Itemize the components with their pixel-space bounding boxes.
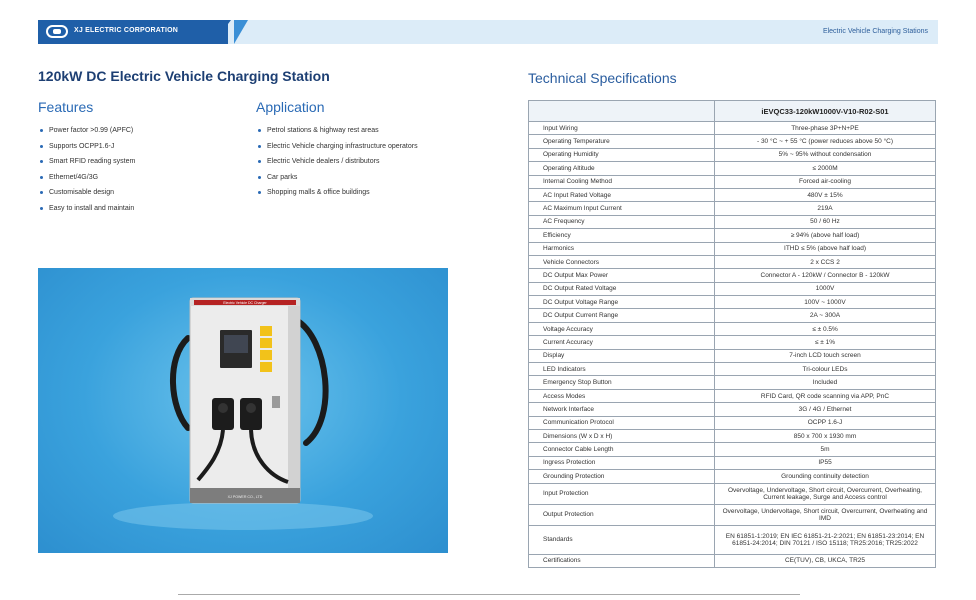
- spec-value: OCPP 1.6-J: [715, 416, 936, 429]
- spec-value: CE(TUV), CB, UKCA, TR25: [715, 554, 936, 567]
- table-row: [529, 269, 936, 282]
- table-row: [529, 135, 936, 148]
- table-row: [529, 229, 936, 242]
- charger-illustration: [38, 268, 448, 553]
- spec-label: Input Protection: [529, 483, 715, 504]
- spec-label: AC Input Rated Voltage: [529, 188, 715, 201]
- spec-label: Input Wiring: [529, 122, 715, 135]
- spec-model: iEVQC33-120kW1000V-V10-R02-S01: [715, 101, 936, 122]
- spec-value: 5% ~ 95% without condensation: [715, 148, 936, 161]
- spec-value: 480V ± 15%: [715, 188, 936, 201]
- list-item: Shopping malls & office buildings: [258, 185, 478, 201]
- spec-value: ≥ 94% (above half load): [715, 229, 936, 242]
- list-item: Petrol stations & highway rest areas: [258, 123, 478, 139]
- features-list: [40, 123, 250, 216]
- spec-label: Operating Altitude: [529, 162, 715, 175]
- page-title: 120kW DC Electric Vehicle Charging Station: [38, 68, 330, 84]
- spec-label: Operating Humidity: [529, 148, 715, 161]
- spec-value: 219A: [715, 202, 936, 215]
- table-row: [529, 389, 936, 402]
- spec-label: LED Indicators: [529, 363, 715, 376]
- spec-label: Dimensions (W x D x H): [529, 429, 715, 442]
- spec-header-row: [529, 101, 936, 122]
- spec-label: Network Interface: [529, 403, 715, 416]
- table-row: [529, 255, 936, 268]
- cabinet-brand-text: Electric Vehicle DC Charger: [223, 301, 267, 305]
- spec-value: 50 / 60 Hz: [715, 215, 936, 228]
- spec-label: Connector Cable Length: [529, 443, 715, 456]
- spec-label: Internal Cooling Method: [529, 175, 715, 188]
- table-row: [529, 322, 936, 335]
- header-brand-block: [38, 20, 228, 44]
- spec-value: 1000V: [715, 282, 936, 295]
- spec-value: - 30 °C ~ + 55 °C (power reduces above 50 °C): [715, 135, 936, 148]
- header-slant-accent-light: [234, 20, 248, 44]
- list-item: Supports OCPP1.6-J: [40, 139, 250, 155]
- table-row: [529, 363, 936, 376]
- list-item: Car parks: [258, 170, 478, 186]
- spec-value: IP55: [715, 456, 936, 469]
- spec-label: Voltage Accuracy: [529, 322, 715, 335]
- spec-label: Harmonics: [529, 242, 715, 255]
- spec-label: DC Output Max Power: [529, 269, 715, 282]
- table-row: [529, 282, 936, 295]
- spec-label: Operating Temperature: [529, 135, 715, 148]
- spec-value: 2 x CCS 2: [715, 255, 936, 268]
- spec-value: Grounding continuity detection: [715, 470, 936, 483]
- spec-value: Connector A - 120kW / Connector B - 120kW: [715, 269, 936, 282]
- header-slant-accent: [213, 20, 231, 44]
- spec-label: Standards: [529, 525, 715, 554]
- spec-label: Access Modes: [529, 389, 715, 402]
- table-row: [529, 456, 936, 469]
- spec-label: DC Output Voltage Range: [529, 296, 715, 309]
- company-name: XJ ELECTRIC CORPORATION: [74, 27, 179, 34]
- header-band: [38, 20, 938, 44]
- spec-label: AC Frequency: [529, 215, 715, 228]
- spec-value: Three-phase 3P+N+PE: [715, 122, 936, 135]
- specs-heading: Technical Specifications: [528, 70, 677, 86]
- table-row: [529, 162, 936, 175]
- spec-label: DC Output Current Range: [529, 309, 715, 322]
- spec-table: [528, 100, 936, 568]
- spec-value: Included: [715, 376, 936, 389]
- spec-label: Efficiency: [529, 229, 715, 242]
- table-row: [529, 416, 936, 429]
- spec-label: Communication Protocol: [529, 416, 715, 429]
- table-row: [529, 525, 936, 554]
- cabinet-base-text: XJ POWER CO., LTD: [227, 495, 263, 499]
- table-row: [529, 175, 936, 188]
- table-row: [529, 376, 936, 389]
- table-row: [529, 188, 936, 201]
- spec-value: RFID Card, QR code scanning via APP, PnC: [715, 389, 936, 402]
- list-item: Electric Vehicle charging infrastructure operators: [258, 139, 478, 155]
- spec-value: 7-inch LCD touch screen: [715, 349, 936, 362]
- list-item: Customisable design: [40, 185, 250, 201]
- spec-value: 850 x 700 x 1930 mm: [715, 429, 936, 442]
- table-row: [529, 336, 936, 349]
- spec-label: Display: [529, 349, 715, 362]
- table-row: [529, 122, 936, 135]
- header-category: Electric Vehicle Charging Stations: [822, 28, 928, 35]
- spec-value: ≤ 2000M: [715, 162, 936, 175]
- spec-label: Certifications: [529, 554, 715, 567]
- list-item: Electric Vehicle dealers / distributors: [258, 154, 478, 170]
- spec-label: Vehicle Connectors: [529, 255, 715, 268]
- table-row: [529, 429, 936, 442]
- table-row: [529, 148, 936, 161]
- spec-header-empty: [529, 101, 715, 122]
- spec-value: EN 61851-1:2019; EN IEC 61851-21-2:2021; EN 61851-23:2014; EN 61851-24:2014; DIN 70121 / ISO 15118; TR25:2016; TR25:2022: [715, 525, 936, 554]
- table-row: [529, 296, 936, 309]
- spec-label: Current Accuracy: [529, 336, 715, 349]
- spec-value: 100V ~ 1000V: [715, 296, 936, 309]
- spec-label: DC Output Rated Voltage: [529, 282, 715, 295]
- spec-value: Forced air-cooling: [715, 175, 936, 188]
- spec-value: 3G / 4G / Ethernet: [715, 403, 936, 416]
- list-item: Power factor >0.99 (APFC): [40, 123, 250, 139]
- table-row: [529, 309, 936, 322]
- spec-label: Grounding Protection: [529, 470, 715, 483]
- application-list: [258, 123, 478, 201]
- spec-label: Emergency Stop Button: [529, 376, 715, 389]
- spec-value: Overvoltage, Undervoltage, Short circuit, Overcurrent, Overheating and IMD: [715, 504, 936, 525]
- list-item: Ethernet/4G/3G: [40, 170, 250, 186]
- spec-value: 5m: [715, 443, 936, 456]
- spec-label: Output Protection: [529, 504, 715, 525]
- features-heading: Features: [38, 99, 94, 115]
- spec-body: [529, 122, 936, 568]
- table-row: [529, 349, 936, 362]
- footer-divider: [178, 594, 800, 595]
- spec-label: AC Maximum Input Current: [529, 202, 715, 215]
- product-photo: [38, 268, 448, 553]
- spec-value: Overvoltage, Undervoltage, Short circuit, Overcurrent, Overheating, Current leakage, Surge and Access control: [715, 483, 936, 504]
- company-logo-icon: [46, 25, 68, 38]
- table-row: [529, 202, 936, 215]
- table-row: [529, 215, 936, 228]
- table-row: [529, 483, 936, 504]
- table-row: [529, 504, 936, 525]
- spec-value: Tri-colour LEDs: [715, 363, 936, 376]
- table-row: [529, 554, 936, 567]
- table-row: [529, 470, 936, 483]
- spec-value: 2A ~ 300A: [715, 309, 936, 322]
- spec-value: ITHD ≤ 5% (above half load): [715, 242, 936, 255]
- table-row: [529, 242, 936, 255]
- table-row: [529, 403, 936, 416]
- spec-label: Ingress Protection: [529, 456, 715, 469]
- spec-value: ≤ ± 1%: [715, 336, 936, 349]
- application-heading: Application: [256, 99, 325, 115]
- list-item: Smart RFID reading system: [40, 154, 250, 170]
- list-item: Easy to install and maintain: [40, 201, 250, 217]
- table-row: [529, 443, 936, 456]
- spec-value: ≤ ± 0.5%: [715, 322, 936, 335]
